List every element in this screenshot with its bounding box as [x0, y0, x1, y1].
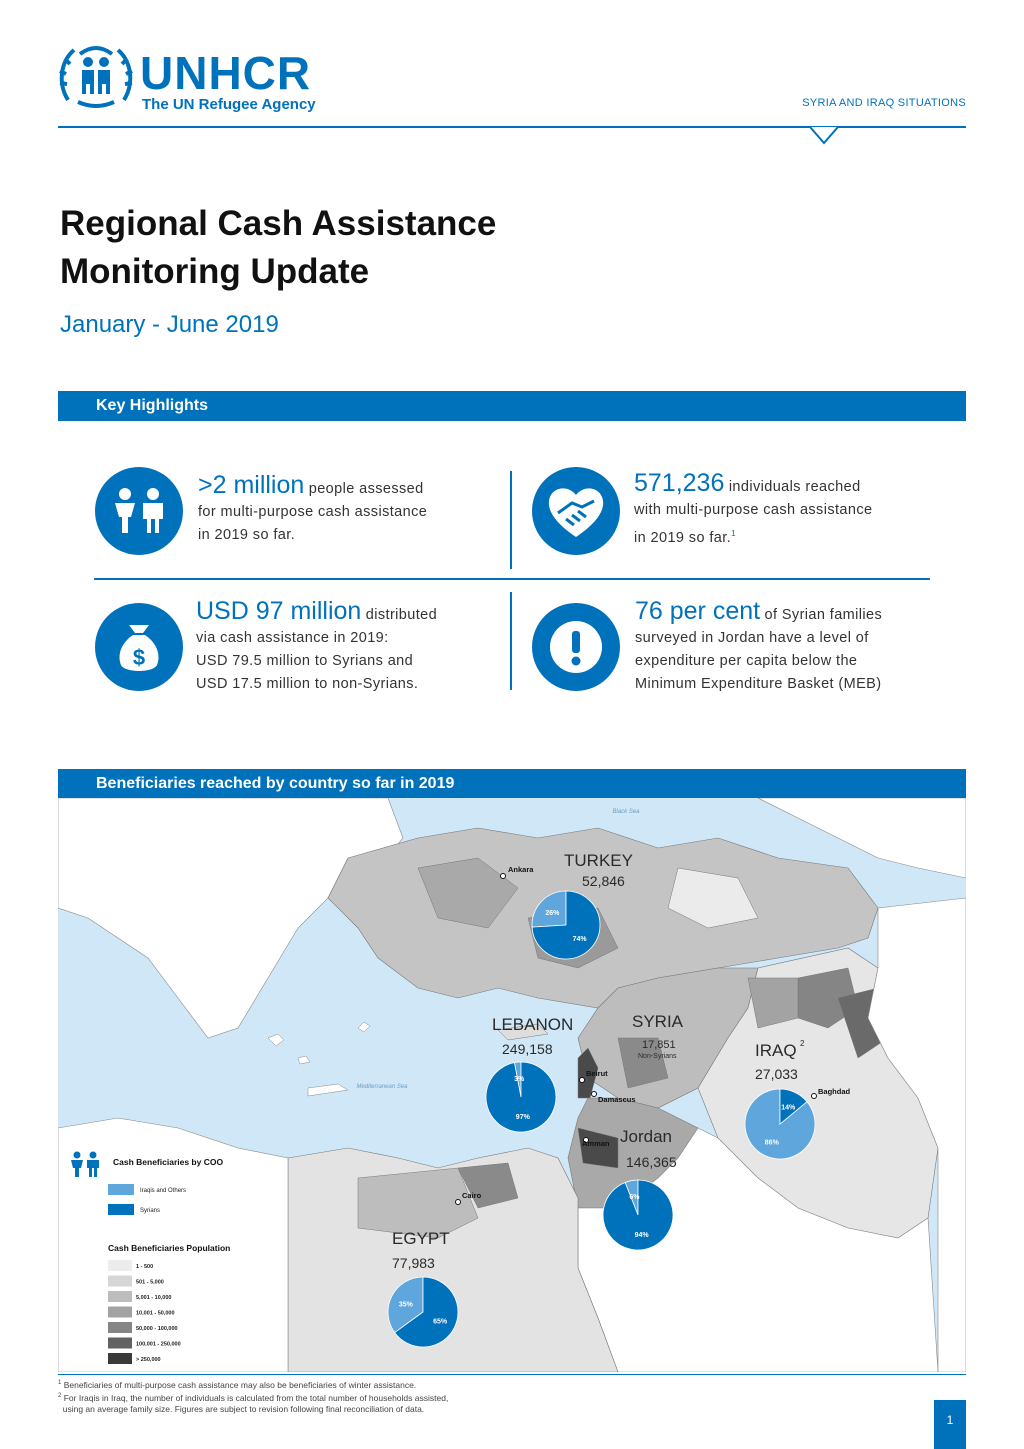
- footnote-1: Beneficiaries of multi-purpose cash assistance may also be beneficiaries of winter assistance.: [63, 1379, 417, 1390]
- country-note-syria: Non-Syrians: [638, 1053, 677, 1060]
- handshake-circle: [532, 467, 620, 555]
- svg-text:$: $: [132, 645, 146, 670]
- pie-label-others-turkey: 26%: [545, 910, 560, 918]
- highlight-people-assessed: [198, 471, 498, 547]
- pie-slice-syrians-lebanon: [486, 1062, 556, 1132]
- highlight-text: surveyed in Jordan have a level of: [635, 630, 869, 646]
- legend-label-pop: > 250,000: [136, 1357, 161, 1363]
- country-name-iraq: IRAQ: [755, 1041, 797, 1060]
- legend-label-pop: 1 - 500: [136, 1264, 154, 1270]
- highlight-divider-horizontal: [94, 578, 930, 580]
- pie-label-syrians-iraq: 14%: [781, 1104, 796, 1112]
- legend-label-coo: Syrians: [140, 1208, 161, 1214]
- highlight-text: USD 79.5 million to Syrians and: [196, 653, 414, 669]
- country-value-turkey: 52,846: [582, 873, 625, 889]
- legend-label-pop: 100,001 - 250,000: [136, 1341, 181, 1348]
- key-highlights-bar: [58, 391, 966, 421]
- highlight-text: expenditure per capita below the: [635, 653, 858, 669]
- black-sea-label: Black Sea: [612, 809, 640, 815]
- situation-label: SYRIA AND IRAQ SITUATIONS: [802, 97, 966, 109]
- legend-swatch-pop: [108, 1276, 132, 1287]
- pie-label-syrians-turkey: 74%: [572, 935, 587, 943]
- highlight-text: distributed: [365, 607, 438, 623]
- beneficiaries-map: [58, 798, 966, 1372]
- legend-swatch-pop: [108, 1307, 132, 1318]
- city-label-baghdad: Baghdad: [818, 1087, 851, 1096]
- laurel-people-icon: [58, 44, 134, 110]
- handshake-heart-icon: [532, 467, 620, 555]
- country-value-iraq: 27,033: [755, 1066, 798, 1082]
- highlight-figure: 76 per cent: [635, 597, 761, 625]
- highlight-meb: [635, 597, 935, 696]
- legend-label-pop: 50,000 - 100,000: [136, 1326, 178, 1332]
- pie-slice-syrians-jordan: [603, 1180, 673, 1250]
- pie-label-others-jordan: 6%: [629, 1194, 640, 1202]
- header-notch: [808, 127, 840, 147]
- country-name-lebanon: LEBANON: [492, 1015, 574, 1034]
- period-subtitle: January - June 2019: [60, 311, 279, 338]
- legend-label-coo: Iraqis and Others: [140, 1188, 187, 1194]
- legend-swatch-pop: [108, 1353, 132, 1364]
- logo-tagline: The UN Refugee Agency: [142, 96, 316, 113]
- pie-label-others-egypt: 35%: [398, 1301, 413, 1309]
- country-name-jordan: Jordan: [620, 1127, 672, 1146]
- alert-circle: [532, 603, 620, 691]
- title-line-2: Monitoring Update: [60, 252, 370, 291]
- highlight-text: individuals reached: [728, 479, 861, 495]
- country-name-syria: SYRIA: [632, 1012, 684, 1031]
- city-label-amman: Amman: [582, 1139, 610, 1148]
- country-name-egypt: EGYPT: [392, 1229, 450, 1248]
- highlight-text: with multi-purpose cash assistance: [634, 502, 873, 518]
- footnote-ref: 1: [731, 529, 736, 538]
- legend-label-pop: 10,001 - 50,000: [136, 1310, 175, 1317]
- highlight-text: for multi-purpose cash assistance: [198, 504, 428, 520]
- footnote-rule: [58, 1374, 966, 1375]
- country-value-lebanon: 249,158: [502, 1041, 553, 1057]
- footnotes: $^1$ Beneficiaries of multi-purpose cash assistance may also be beneficiaries of winter assistance. $^2$ For Iraqis in Iraq, the number of individuals is calculated from the total number of households assisted, using an average family size. Figures are subject to revision following final reconciliation of data.: [58, 1379, 449, 1414]
- highlight-divider-vertical: [510, 592, 512, 690]
- map-section-bar: [58, 769, 966, 799]
- map-section-heading: Beneficiaries reached by country so far in 2019: [96, 775, 455, 792]
- pie-label-others-iraq: 86%: [764, 1139, 779, 1147]
- legend-label-pop: 5,001 - 10,000: [136, 1295, 172, 1301]
- exclamation-icon: [532, 603, 620, 691]
- highlight-text: people assessed: [308, 481, 424, 497]
- map-canvas: [58, 798, 966, 1372]
- page-number: 1: [934, 1400, 966, 1449]
- footnote-2a: For Iraqis in Iraq, the number of individuals is calculated from the total number of households assisted,: [63, 1392, 449, 1403]
- highlight-text: USD 17.5 million to non-Syrians.: [196, 676, 419, 692]
- highlight-text: via cash assistance in 2019:: [196, 630, 389, 646]
- highlight-figure: >2 million: [198, 471, 305, 499]
- people-circle: [95, 467, 183, 555]
- city-label-cairo: Cairo: [462, 1191, 482, 1200]
- country-footnote-iraq: 2: [800, 1039, 805, 1048]
- country-value-syria: 17,851: [642, 1039, 676, 1051]
- money-circle: [95, 603, 183, 691]
- highlight-figure: USD 97 million: [196, 597, 362, 625]
- city-label-damascus: Damascus: [598, 1095, 636, 1104]
- highlight-individuals-reached: [634, 469, 934, 550]
- country-value-egypt: 77,983: [392, 1255, 435, 1271]
- country-value-jordan: 146,365: [626, 1154, 677, 1170]
- legend-swatch-pop: [108, 1338, 132, 1349]
- country-name-turkey: TURKEY: [564, 851, 633, 870]
- pie-label-syrians-egypt: 65%: [433, 1318, 448, 1326]
- pie-label-syrians-jordan: 94%: [634, 1231, 649, 1239]
- legend-coo-title: Cash Beneficiaries by COO: [113, 1157, 224, 1167]
- highlight-text: Minimum Expenditure Basket (MEB): [635, 676, 882, 692]
- city-label-ankara: Ankara: [508, 865, 534, 874]
- highlight-text: of Syrian families: [764, 607, 883, 623]
- legend-swatch-pop: [108, 1322, 132, 1333]
- pie-label-others-lebanon: 3%: [514, 1075, 525, 1083]
- logo-wordmark: UNHCR: [140, 47, 312, 99]
- money-bag-icon: [95, 603, 183, 691]
- highlight-text: in 2019 so far.$^1$: [634, 529, 736, 546]
- legend-swatch-coo: [108, 1184, 134, 1195]
- highlight-text: in 2019 so far.: [198, 527, 296, 543]
- city-label-beirut: Beirut: [586, 1069, 608, 1078]
- highlight-figure: 571,236: [634, 469, 725, 497]
- highlight-usd-distributed: [196, 597, 496, 696]
- highlight-divider-vertical: [510, 471, 512, 569]
- title-line-1: Regional Cash Assistance: [60, 204, 497, 243]
- legend-swatch-pop: [108, 1291, 132, 1302]
- legend-pop-title: Cash Beneficiaries Population: [108, 1243, 231, 1253]
- pie-label-syrians-lebanon: 97%: [515, 1114, 530, 1122]
- legend-swatch-pop: [108, 1260, 132, 1271]
- key-highlights-heading: Key Highlights: [96, 397, 209, 414]
- med-sea-label: Mediterranean Sea: [356, 1084, 408, 1090]
- footnote-2b: using an average family size. Figures are subject to revision following final reconciliation of data.: [62, 1403, 425, 1414]
- legend-swatch-coo: [108, 1204, 134, 1215]
- page-title: [60, 200, 496, 296]
- people-icon: [95, 467, 183, 555]
- legend-label-pop: 501 - 5,000: [136, 1279, 164, 1286]
